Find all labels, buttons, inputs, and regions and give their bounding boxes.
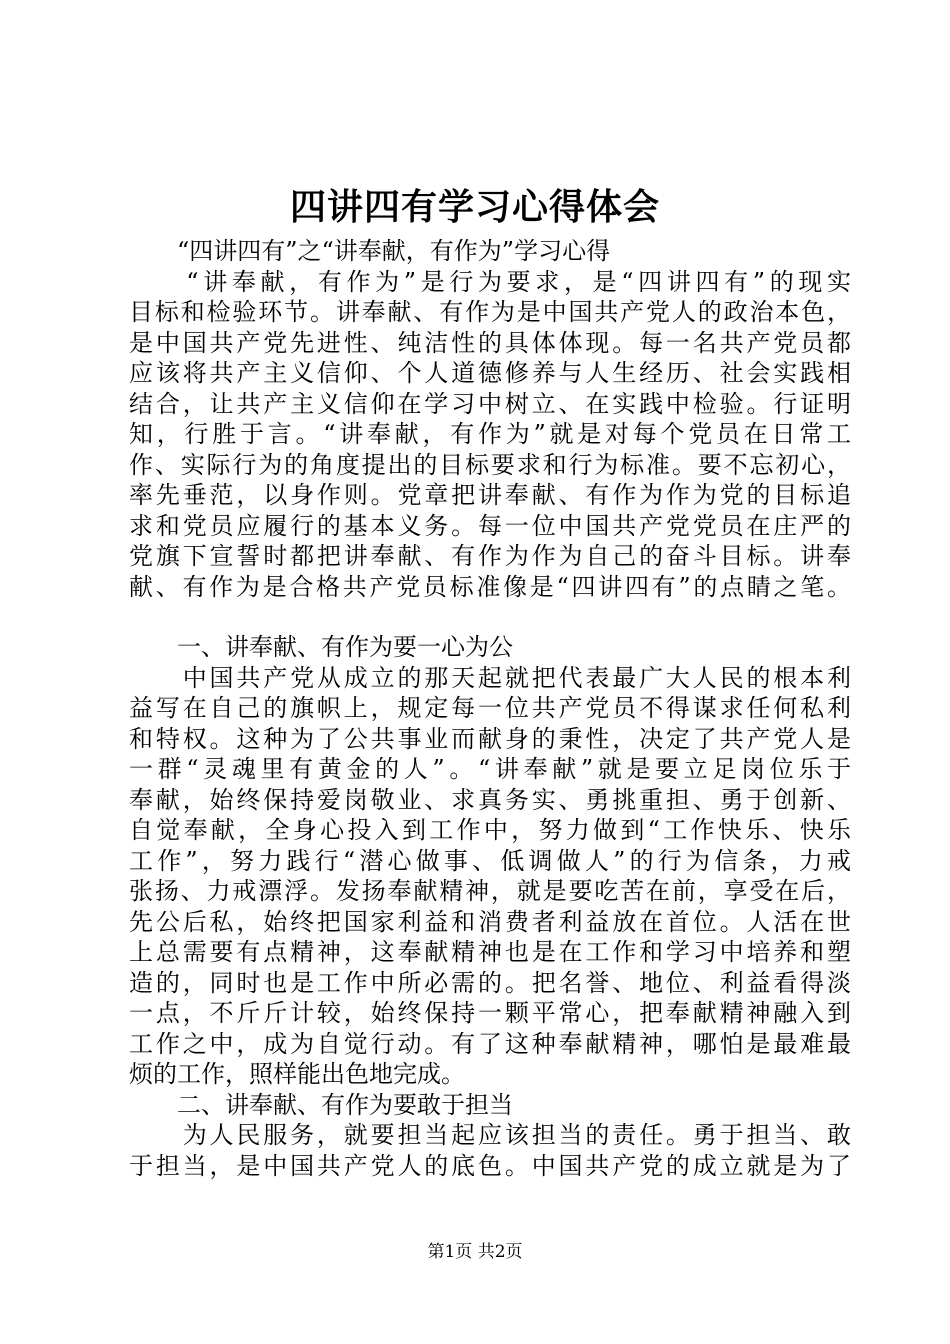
paragraph-line: 是中国共产党先进性、纯洁性的具体体现。每一名共产党员都 (129, 328, 851, 357)
subtitle-line: “四讲四有”之“讲奉献，有作为”学习心得 (129, 237, 611, 265)
paragraph-line: 知，行胜于言。“讲奉献，有作为”就是对每个党员在日常工 (129, 420, 851, 448)
paragraph-line: 于担当，是中国共产党人的底色。中国共产党的成立就是为了 (129, 1151, 851, 1180)
paragraph-line: 张扬、力戒漂浮。发扬奉献精神，就是要吃苦在前，享受在后， (129, 877, 851, 905)
paragraph-line: 中国共产党从成立的那天起就把代表最广大人民的根本利 (129, 663, 851, 692)
paragraph-line: 工作”，努力践行“潜心做事、低调做人”的行为信条，力戒 (129, 846, 851, 875)
paragraph-line: 益写在自己的旗帜上，规定每一位共产党员不得谋求任何私利 (129, 694, 851, 722)
paragraph-line: 工作之中，成为自觉行动。有了这种奉献精神，哪怕是最难最 (129, 1029, 851, 1058)
paragraph-line: 目标和检验环节。讲奉献、有作为是中国共产党人的政治本色， (129, 298, 851, 326)
paragraph-line: 为人民服务，就要担当起应该担当的责任。勇于担当、敢 (129, 1121, 851, 1149)
page-number-footer: 第1页 共2页 (427, 1242, 523, 1262)
section-heading: 一、讲奉献、有作为要一心为公 (129, 633, 513, 661)
paragraph-line: 献、有作为是合格共产党员标准像是“四讲四有”的点睛之笔。 (129, 572, 851, 601)
paragraph-line: 奉献，始终保持爱岗敬业、求真务实、勇挑重担、勇于创新、 (129, 785, 851, 814)
paragraph-gap (129, 602, 851, 632)
paragraph-line: 造的，同时也是工作中所必需的。把名誉、地位、利益看得淡 (129, 968, 851, 997)
paragraph-line: 求和党员应履行的基本义务。每一位中国共产党党员在庄严的 (129, 511, 851, 540)
paragraph-line: 党旗下宣誓时都把讲奉献、有作为作为自己的奋斗目标。讲奉 (129, 542, 851, 570)
paragraph-line: 一点，不斤斤计较，始终保持一颗平常心，把奉献精神融入到 (129, 999, 851, 1027)
paragraph-line: 作、实际行为的角度提出的目标要求和行为标准。要不忘初心， (129, 450, 851, 479)
paragraph-line: 烦的工作，照样能出色地完成。 (129, 1060, 465, 1088)
document-title: 四讲四有学习心得体会 (289, 186, 660, 228)
section-heading: 二、讲奉献、有作为要敢于担当 (129, 1090, 513, 1119)
paragraph-line: 应该将共产主义信仰、个人道德修养与人生经历、社会实践相 (129, 359, 851, 387)
paragraph-line: “讲奉献，有作为”是行为要求，是“四讲四有”的现实 (129, 267, 851, 296)
paragraph-line: 先公后私，始终把国家利益和消费者利益放在首位。人活在世 (129, 907, 851, 936)
paragraph-line: 自觉奉献，全身心投入到工作中，努力做到“工作快乐、快乐 (129, 816, 851, 844)
paragraph-line: 结合，让共产主义信仰在学习中树立、在实践中检验。行证明 (129, 389, 851, 418)
paragraph-line: 和特权。这种为了公共事业而献身的秉性，决定了共产党人是 (129, 724, 851, 753)
paragraph-line: 上总需要有点精神，这奉献精神也是在工作和学习中培养和塑 (129, 938, 851, 966)
document-body (129, 236, 851, 1181)
paragraph-line: 率先垂范，以身作则。党章把讲奉献、有作为作为党的目标追 (129, 481, 851, 509)
paragraph-line: 一群“灵魂里有黄金的人”。“讲奉献”就是要立足岗位乐于 (129, 755, 851, 783)
